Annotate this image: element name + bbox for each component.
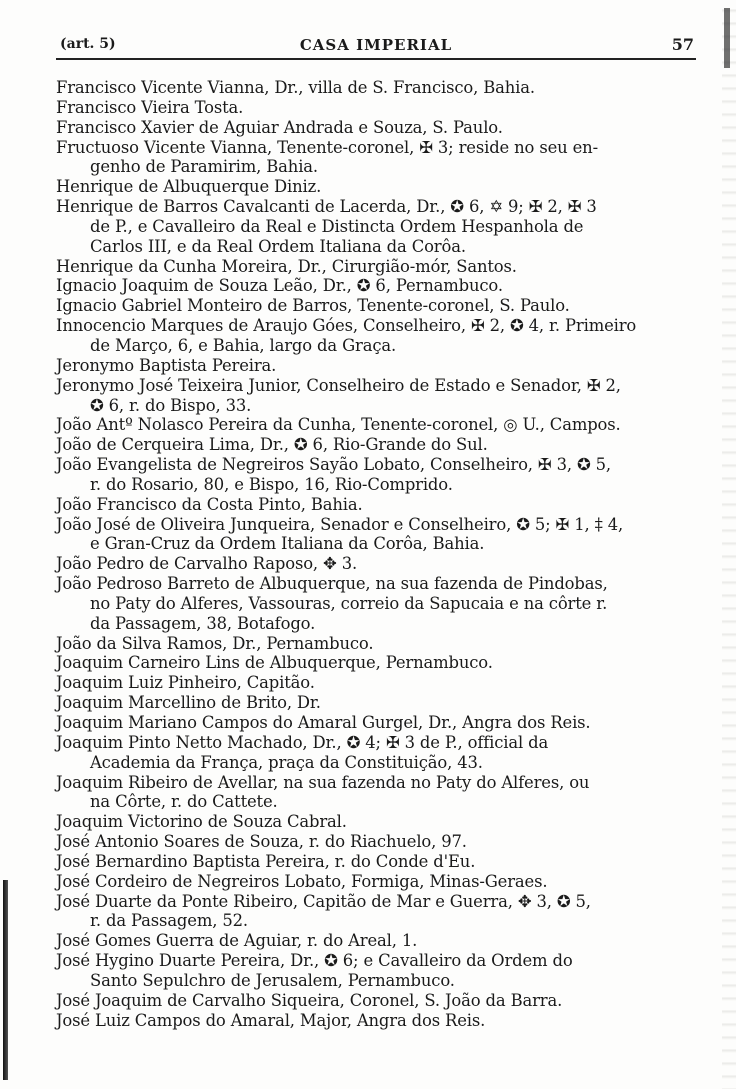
directory-entry: [56, 455, 706, 495]
entry-line: José Cordeiro de Negreiros Lobato, Formiga, Minas-Geraes.: [56, 871, 548, 891]
entry-continuation-line: de P., e Cavalleiro da Real e Distincta Ordem Hespanhola de: [90, 216, 584, 236]
directory-entry: [56, 554, 706, 574]
directory-entry: [56, 991, 706, 1011]
entry-line: Henrique de Barros Cavalcanti de Lacerda, Dr., ✪ 6, ✡ 9; ✠ 2, ✠ 3: [56, 197, 597, 217]
directory-entry: [56, 773, 706, 813]
entry-line: Innocencio Marques de Araujo Góes, Conselheiro, ✠ 2, ✪ 4, r. Primeiro: [56, 316, 637, 336]
entry-continuation-line: de Março, 6, e Bahia, largo da Graça.: [90, 335, 397, 355]
directory-entry: [56, 276, 706, 296]
entry-continuation-line: r. do Rosario, 80, e Bispo, 16, Rio-Comprido.: [90, 474, 453, 494]
directory-entry: [56, 296, 706, 316]
directory-entry: [56, 951, 706, 991]
entry-line: José Gomes Guerra de Aguiar, r. do Areal, 1.: [56, 931, 418, 951]
entry-line: Joaquim Pinto Netto Machado, Dr., ✪ 4; ✠ 3 de P., official da: [56, 732, 549, 752]
directory-entry: [56, 693, 706, 713]
directory-entry: [56, 852, 706, 872]
entry-line: João de Cerqueira Lima, Dr., ✪ 6, Rio-Grande do Sul.: [56, 435, 488, 455]
entry-line: José Joaquim de Carvalho Siqueira, Coronel, S. João da Barra.: [56, 990, 563, 1010]
entry-continuation-line: na Côrte, r. do Cattete.: [90, 792, 278, 812]
entry-continuation-line: r. da Passagem, 52.: [90, 911, 248, 931]
entry-line: João Evangelista de Negreiros Sayão Lobato, Conselheiro, ✠ 3, ✪ 5,: [56, 455, 611, 475]
entry-line: José Hygino Duarte Pereira, Dr., ✪ 6; e Cavalleiro da Ordem do: [56, 951, 573, 971]
entry-continuation-line: Santo Sepulchro de Jerusalem, Pernambuco.: [90, 970, 455, 990]
entry-line: Joaquim Carneiro Lins de Albuquerque, Pernambuco.: [56, 653, 493, 673]
page-header: [56, 34, 696, 60]
entry-line: João José de Oliveira Junqueira, Senador e Conselheiro, ✪ 5; ✠ 1, ‡ 4,: [56, 514, 624, 534]
entry-line: José Duarte da Ponte Ribeiro, Capitão de Mar e Guerra, ✥ 3, ✪ 5,: [56, 891, 591, 911]
entry-line: Francisco Vicente Vianna, Dr., villa de S. Francisco, Bahia.: [56, 78, 535, 97]
entry-continuation-line: da Passagem, 38, Botafogo.: [90, 613, 316, 633]
entry-continuation-line: ✪ 6, r. do Bispo, 33.: [90, 395, 252, 415]
page-edge: [722, 0, 736, 1089]
directory-entry: [56, 316, 706, 356]
directory-entry: [56, 733, 706, 773]
entry-continuation-line: Academia da França, praça da Constituição, 43.: [90, 752, 483, 772]
entry-line: Jeronymo Baptista Pereira.: [56, 355, 277, 375]
entry-line: João Antº Nolasco Pereira da Cunha, Tenente-coronel, ◎ U., Campos.: [56, 415, 621, 435]
entry-line: João Pedroso Barreto de Albuquerque, na sua fazenda de Pindobas,: [56, 574, 608, 594]
entry-line: José Luiz Campos do Amaral, Major, Angra dos Reis.: [56, 1010, 486, 1030]
directory-entry: [56, 892, 706, 932]
directory-entry: [56, 1011, 706, 1031]
entry-line: Ignacio Gabriel Monteiro de Barros, Tenente-coronel, S. Paulo.: [56, 296, 570, 316]
entry-line: José Antonio Soares de Souza, r. do Riachuelo, 97.: [56, 832, 467, 852]
directory-entry: [56, 634, 706, 654]
entry-line: Joaquim Mariano Campos do Amaral Gurgel, Dr., Angra dos Reis.: [56, 713, 591, 732]
binding-shadow: [3, 880, 8, 1080]
running-title: CASA IMPERIAL: [299, 36, 453, 54]
entry-line: Francisco Xavier de Aguiar Andrada e Souza, S. Paulo.: [56, 117, 503, 137]
directory-entry: [56, 118, 706, 138]
entry-line: Henrique da Cunha Moreira, Dr., Cirurgião-mór, Santos.: [56, 256, 517, 276]
entry-line: Joaquim Victorino de Souza Cabral.: [56, 812, 347, 832]
directory-entry: [56, 356, 706, 376]
entry-line: Joaquim Ribeiro de Avellar, na sua fazenda no Paty do Alferes, ou: [56, 772, 590, 792]
directory-entry: [56, 713, 706, 733]
entry-line: Joaquim Marcellino de Brito, Dr.: [56, 693, 321, 713]
directory-entry: [56, 515, 706, 555]
page-number: 57: [671, 35, 694, 54]
entry-line: Henrique de Albuquerque Diniz.: [56, 177, 322, 197]
entry-continuation-line: e Gran-Cruz da Ordem Italiana da Corôa, Bahia.: [90, 534, 485, 554]
page-edge-mark: [724, 8, 730, 68]
directory-entry: [56, 415, 706, 435]
directory-entry: [56, 435, 706, 455]
entry-line: Jeronymo José Teixeira Junior, Conselheiro de Estado e Senador, ✠ 2,: [56, 375, 621, 395]
entry-continuation-line: genho de Paramirim, Bahia.: [90, 157, 318, 177]
directory-entry: [56, 177, 706, 197]
directory-entry: [56, 673, 706, 693]
directory-entry: [56, 138, 706, 178]
directory-entry: [56, 495, 706, 515]
entry-continuation-line: Carlos III, e da Real Ordem Italiana da Corôa.: [90, 236, 466, 256]
entry-line: Joaquim Luiz Pinheiro, Capitão.: [56, 673, 315, 693]
directory-list: [56, 78, 706, 1031]
entry-line: João Pedro de Carvalho Raposo, ✥ 3.: [56, 554, 358, 574]
directory-entry: [56, 257, 706, 277]
directory-entry: [56, 653, 706, 673]
directory-entry: [56, 574, 706, 634]
directory-entry: [56, 931, 706, 951]
directory-entry: [56, 98, 706, 118]
directory-entry: [56, 812, 706, 832]
directory-entry: [56, 197, 706, 257]
entry-line: João da Silva Ramos, Dr., Pernambuco.: [56, 633, 374, 653]
entry-continuation-line: no Paty do Alferes, Vassouras, correio da Sapucaia e na côrte r.: [90, 593, 608, 613]
entry-line: Francisco Vieira Tosta.: [56, 97, 244, 117]
directory-entry: [56, 872, 706, 892]
entry-line: João Francisco da Costa Pinto, Bahia.: [56, 494, 363, 514]
directory-entry: [56, 78, 706, 98]
article-reference: (art. 5): [60, 36, 116, 52]
entry-line: Fructuoso Vicente Vianna, Tenente-coronel, ✠ 3; reside no seu en-: [56, 137, 598, 157]
directory-entry: [56, 376, 706, 416]
directory-entry: [56, 832, 706, 852]
entry-line: Ignacio Joaquim de Souza Leão, Dr., ✪ 6, Pernambuco.: [56, 276, 503, 296]
entry-line: José Bernardino Baptista Pereira, r. do Conde d'Eu.: [56, 851, 476, 871]
